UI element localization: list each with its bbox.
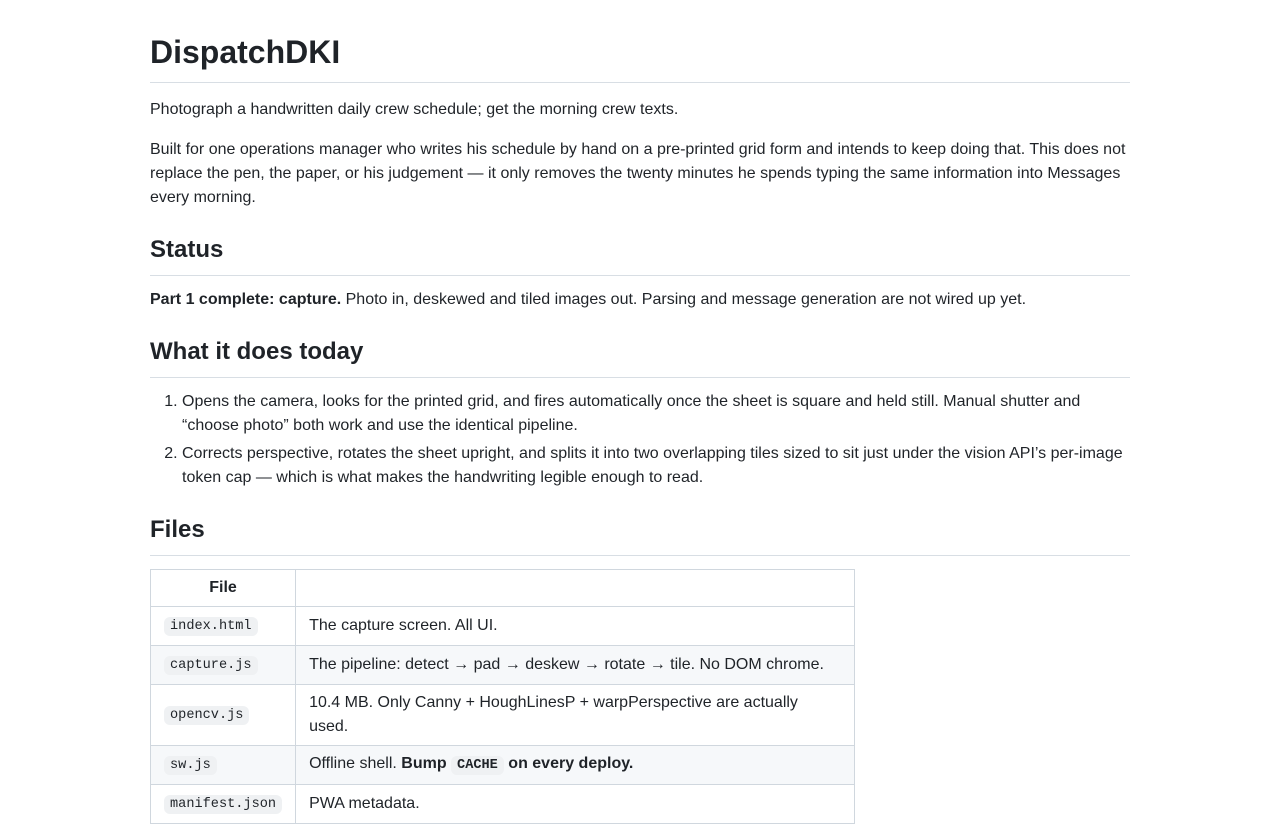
files-heading: Files — [150, 515, 1130, 556]
file-cell — [151, 746, 296, 785]
files-table — [150, 569, 855, 824]
table-row — [151, 785, 855, 824]
table-row — [151, 607, 855, 646]
description-column-header — [296, 570, 855, 607]
description-cell: The capture screen. All UI. — [296, 607, 855, 646]
description-cell — [296, 746, 855, 785]
intro-paragraph: Built for one operations manager who writes his schedule by hand on a pre-printed grid form and intends to keep doing that. This does not replace the pen, the paper, or his judgement — it only removes the twenty minutes he spends typing the same information into Messages every morning. — [150, 141, 1126, 206]
status-text: Photo in, deskewed and tiled images out. Parsing and message generation are not wired up yet. — [341, 291, 1027, 308]
file-column-header: File — [151, 570, 296, 607]
file-cell — [151, 607, 296, 646]
file-cell — [151, 685, 296, 746]
file-name: capture.js — [164, 656, 258, 675]
list-item: 2. Corrects perspective, rotates the sheet upright, and splits it into two overlapping tiles sized to sit just under the vision API’s per-image token cap — which is what makes the handwriting legible enough to read. — [182, 442, 1130, 490]
status-strong: Part 1 complete: capture. — [150, 291, 342, 308]
file-name: sw.js — [164, 756, 217, 775]
file-name: opencv.js — [164, 706, 249, 725]
description-cell: The pipeline: detect → pad → deskew → rotate → tile. No DOM chrome. — [296, 646, 855, 685]
tagline: Photograph a handwritten daily crew schedule; get the morning crew texts. — [150, 101, 679, 118]
today-list — [150, 390, 1130, 494]
list-item: 1. Opens the camera, looks for the printed grid, and fires automatically once the sheet is square and held still. Manual shutter and “choose photo” both work and use the identical pipeline. — [182, 390, 1130, 438]
table-row — [151, 685, 855, 746]
file-cell — [151, 646, 296, 685]
file-name: manifest.json — [164, 795, 282, 814]
table-row — [151, 746, 855, 785]
file-cell — [151, 785, 296, 824]
description-text: Offline shell. — [309, 755, 402, 772]
file-name: index.html — [164, 617, 258, 636]
description-strong-a: Bump — [401, 755, 452, 772]
description-strong — [401, 755, 633, 772]
today-heading: What it does today — [150, 337, 1130, 378]
table-header-row — [151, 570, 855, 607]
page-title: DispatchDKI — [150, 32, 1130, 83]
description-cell: PWA metadata. — [296, 785, 855, 824]
description-strong-b: on every deploy. — [503, 755, 634, 772]
status-paragraph — [150, 288, 1130, 312]
cache-code: CACHE — [451, 756, 504, 775]
table-row — [151, 646, 855, 685]
description-cell: 10.4 MB. Only Canny + HoughLinesP + warpPerspective are actually used. — [296, 685, 855, 746]
status-heading: Status — [150, 235, 1130, 276]
